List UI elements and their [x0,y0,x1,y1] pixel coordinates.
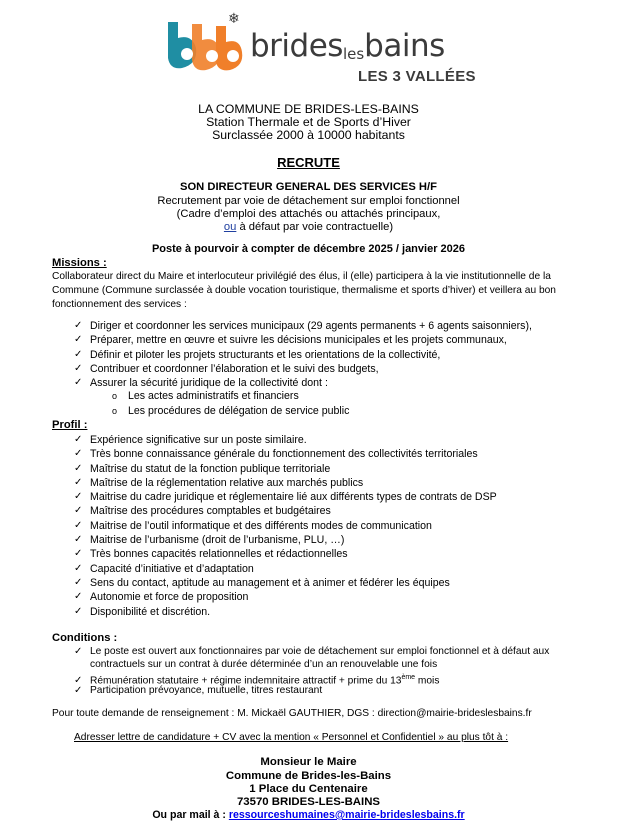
post-line4 [0,221,617,234]
checkmark-icon: ✓ [74,534,83,546]
recrute-heading: RECRUTE [277,155,340,170]
logo-word-brides: brides [250,28,343,64]
checkmark-icon: ✓ [74,605,83,617]
checkmark-icon: ✓ [74,675,83,687]
list-item: ✓ Maîtrise des procédures comptables et budgétaires [74,505,331,518]
contact-line: Pour toute demande de renseignement : M. Mickaël GAUTHIER, DGS : direction@mairie-brideslesbains.fr [52,708,532,719]
profil-list [74,433,497,619]
checkmark-icon: ✓ [74,448,83,460]
list-item: o Les procédures de délégation de service public [112,404,350,417]
list-item: ✓ Maitrise du cadre juridique et réglementaire lié aux différents types de contrats de DSP [74,491,497,504]
list-item: ✓ Disponibilité et discrétion. [74,605,211,618]
checkmark-icon: ✓ [74,348,83,360]
header-line3: Surclassée 2000 à 10000 habitants [212,128,405,142]
post-line4-rest: à défaut par voie contractuelle) [236,221,394,233]
checkmark-icon: ✓ [74,334,83,346]
list-item: ✓ Assurer la sécurité juridique de la collectivité dont : [74,377,328,390]
checkmark-icon: ✓ [74,562,83,574]
list-item: ✓ Très bonnes capacités relationnelles et rédactionnelles [74,548,348,561]
list-item: ✓ Diriger et coordonner les services municipaux (29 agents permanents + 6 agents saisonniers), [74,320,532,332]
circle-bullet-icon: o [112,391,118,401]
list-item: ✓ Préparer, mettre en œuvre et suivre les décisions municipales et les projets communaux, [74,334,507,347]
list-item: ✓ Très bonne connaissance générale du fonctionnement des collectivités territoriales [74,448,478,461]
apply-line: Adresser lettre de candidature + CV avec la mention « Personnel et Confidentiel » au plus tôt à : [74,732,509,743]
address-line2: Commune de Brides-les-Bains [225,770,392,782]
logo-mark-icon [162,18,250,78]
missions-list [74,319,532,390]
profil-heading: Profil : [52,419,88,431]
address-line3: 1 Place du Centenaire [249,783,368,795]
post-title: SON DIRECTEUR GENERAL DES SERVICES H/F [180,181,437,193]
logo-tagline: LES 3 VALLÉES [358,68,476,85]
checkmark-icon: ✓ [74,320,83,331]
header-line1: LA COMMUNE DE BRIDES-LES-BAINS [198,102,419,116]
checkmark-icon: ✓ [74,519,83,531]
logo-word-bains: bains [364,28,445,64]
address-line1: Monsieur le Maire [260,756,357,768]
missions-intro: Collaborateur direct du Maire et interlocuteur privilégié des élus, il (elle) participera à la vie institutionnelle de la Commune (Commune surclassée à double vocation touristique, thermalisme et sports d’hiver) et veillera au bon fonctionnement des services : [52,271,556,310]
list-item: ✓ Maitrise de l’outil informatique et des différents modes de communication [74,519,432,532]
list-item: ✓ Définir et piloter les projets structurants et les orientations de la collectivité, [74,348,441,361]
list-item: o Les actes administratifs et financiers [112,390,299,402]
list-item: ✓ Maîtrise du statut de la fonction publique territoriale [74,462,331,475]
missions-heading: Missions : [52,257,107,269]
address-line4: 73570 BRIDES-LES-BAINS [236,796,381,808]
post-line4-ou: ou [223,221,237,233]
address-mail-line [0,809,617,821]
list-item: ✓ Maitrise de l’urbanisme (droit de l’urbanisme, PLU, …) [74,534,345,547]
conditions-item1: ✓ Le poste est ouvert aux fonctionnaires par voie de détachement sur emploi fonctionnel et à défaut aux contractuels sur un contrat à durée déterminée d’un an renouvelable une fois [74,646,550,670]
logo [158,10,476,90]
snowflake-icon: ❄ [228,10,240,26]
checkmark-icon: ✓ [74,591,83,603]
list-item: ✓ Maîtrise de la réglementation relative aux marchés publics [74,476,364,489]
mail-link[interactable]: ressourceshumaines@mairie-brideslesbains.fr [228,809,465,821]
checkmark-icon: ✓ [74,362,83,374]
logo-word-les: les [342,45,365,63]
checkmark-icon: ✓ [74,548,83,560]
conditions-item2: ✓ Rémunération statutaire + régime indemnitaire attractif + prime du 13ème mois [74,674,440,687]
list-item: ✓ Autonomie et force de proposition [74,591,249,604]
list-item: ✓ Capacité d’initiative et d’adaptation [74,562,254,575]
list-item: ✓ Expérience significative sur un poste similaire. [74,434,307,446]
list-item: ✓ Sens du contact, aptitude au management et à animer et fédérer les équipes [74,576,450,589]
checkmark-icon: ✓ [74,434,83,445]
conditions-heading: Conditions : [52,632,118,644]
post-start: Poste à pourvoir à compter de décembre 2025 / janvier 2026 [151,243,466,255]
checkmark-icon: ✓ [74,685,83,696]
conditions-item3: ✓ Participation prévoyance, mutuelle, titres restaurant [74,685,323,696]
checkmark-icon: ✓ [74,377,83,389]
checkmark-icon: ✓ [74,505,83,517]
checkmark-icon: ✓ [74,491,83,503]
header-line2: Station Thermale et de Sports d’Hiver [206,115,411,129]
mail-label: Ou par mail à : [152,809,229,821]
circle-bullet-icon: o [112,405,118,416]
list-item: ✓ Contribuer et coordonner l’élaboration et le suivi des budgets, [74,362,379,375]
checkmark-icon: ✓ [74,462,83,474]
checkmark-icon: ✓ [74,576,83,588]
checkmark-icon: ✓ [74,476,83,488]
post-line3: (Cadre d’emploi des attachés ou attachés principaux, [176,208,441,220]
checkmark-icon: ✓ [74,646,83,657]
missions-sublist [112,389,349,418]
post-line2: Recrutement par voie de détachement sur emploi fonctionnel [157,195,460,207]
